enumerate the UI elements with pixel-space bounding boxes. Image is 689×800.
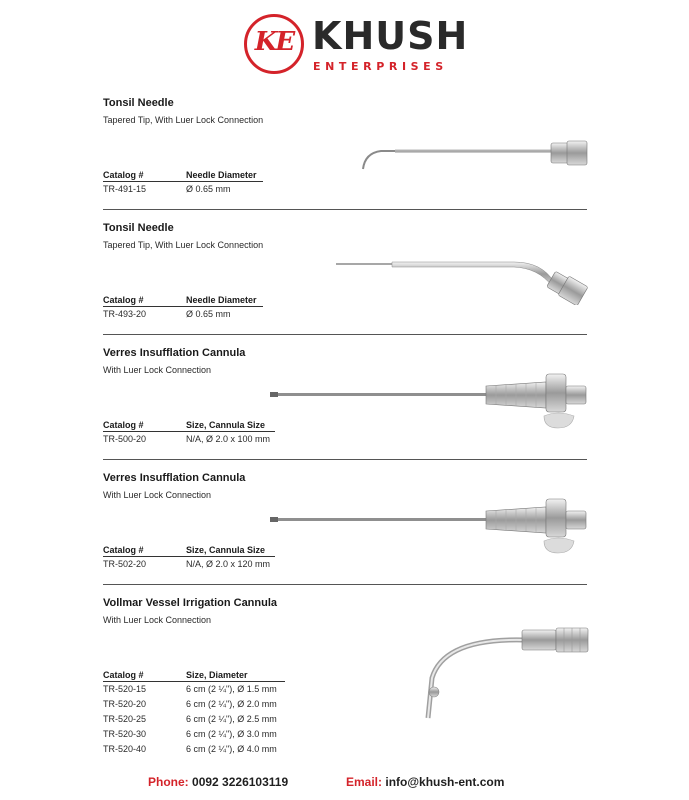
spec-value: Ø 0.65 mm — [186, 184, 231, 194]
product-subtitle: Tapered Tip, With Luer Lock Connection — [103, 240, 264, 250]
section-divider — [103, 459, 587, 460]
table-header-rule — [103, 556, 275, 557]
product-subtitle: With Luer Lock Connection — [103, 365, 212, 375]
product-title: Vollmar Vessel Irrigation Cannula — [103, 597, 278, 609]
email-value[interactable]: info@khush-ent.com — [385, 775, 505, 789]
verres-cannula-image — [268, 497, 590, 557]
section-divider — [103, 584, 587, 585]
verres-cannula-image — [268, 372, 590, 432]
spec-value: Ø 0.65 mm — [186, 309, 231, 319]
catalog-header: Catalog # — [103, 420, 144, 430]
email-label: Email: — [346, 775, 383, 789]
catalog-number: TR-520-15 — [103, 684, 147, 694]
spec-value: N/A, Ø 2.0 x 120 mm — [186, 559, 271, 569]
catalog-header: Catalog # — [103, 670, 144, 680]
section-divider — [103, 209, 587, 210]
product-subtitle: With Luer Lock Connection — [103, 490, 212, 500]
phone-label: Phone: — [148, 775, 189, 789]
catalog-number: TR-520-25 — [103, 714, 147, 724]
spec-value: 6 cm (2 ¼"), Ø 2.0 mm — [186, 699, 277, 709]
phone-value[interactable]: 0092 3226103119 — [192, 775, 289, 789]
table-header-rule — [103, 431, 275, 432]
spec-header: Needle Diameter — [186, 170, 257, 180]
spec-value: N/A, Ø 2.0 x 100 mm — [186, 434, 271, 444]
logo-monogram: KE — [254, 27, 294, 57]
catalog-number: TR-520-20 — [103, 699, 147, 709]
spec-header: Size, Diameter — [186, 670, 248, 680]
product-title: Verres Insufflation Cannula — [103, 472, 246, 484]
spec-value: 6 cm (2 ¼"), Ø 1.5 mm — [186, 684, 277, 694]
catalog-number: TR-502-20 — [103, 559, 147, 569]
spec-header: Size, Cannula Size — [186, 420, 266, 430]
vollmar-cannula-image — [404, 618, 594, 723]
catalog-number: TR-520-30 — [103, 729, 147, 739]
catalog-number: TR-520-40 — [103, 744, 147, 754]
footer-phone — [148, 775, 288, 789]
tonsil-needle-image — [332, 250, 592, 305]
spec-value: 6 cm (2 ¼"), Ø 4.0 mm — [186, 744, 277, 754]
table-header-rule — [103, 681, 285, 682]
product-subtitle: With Luer Lock Connection — [103, 615, 212, 625]
section-divider — [103, 334, 587, 335]
catalog-header: Catalog # — [103, 170, 144, 180]
spec-value: 6 cm (2 ¼"), Ø 3.0 mm — [186, 729, 277, 739]
product-subtitle: Tapered Tip, With Luer Lock Connection — [103, 115, 264, 125]
catalog-header: Catalog # — [103, 295, 144, 305]
brand-tagline: ENTERPRISES — [313, 60, 448, 73]
spec-header: Needle Diameter — [186, 295, 257, 305]
catalog-number: TR-500-20 — [103, 434, 147, 444]
product-title: Verres Insufflation Cannula — [103, 347, 246, 359]
catalog-number: TR-493-20 — [103, 309, 147, 319]
footer-email — [346, 775, 504, 789]
product-title: Tonsil Needle — [103, 97, 174, 109]
product-title: Tonsil Needle — [103, 222, 174, 234]
catalog-header: Catalog # — [103, 545, 144, 555]
spec-header: Size, Cannula Size — [186, 545, 266, 555]
brand-logo — [244, 14, 469, 78]
catalog-number: TR-491-15 — [103, 184, 147, 194]
table-header-rule — [103, 306, 263, 307]
brand-name: KHUSH — [312, 14, 469, 58]
table-header-rule — [103, 181, 263, 182]
spec-value: 6 cm (2 ¼"), Ø 2.5 mm — [186, 714, 277, 724]
tonsil-needle-image — [355, 133, 590, 173]
